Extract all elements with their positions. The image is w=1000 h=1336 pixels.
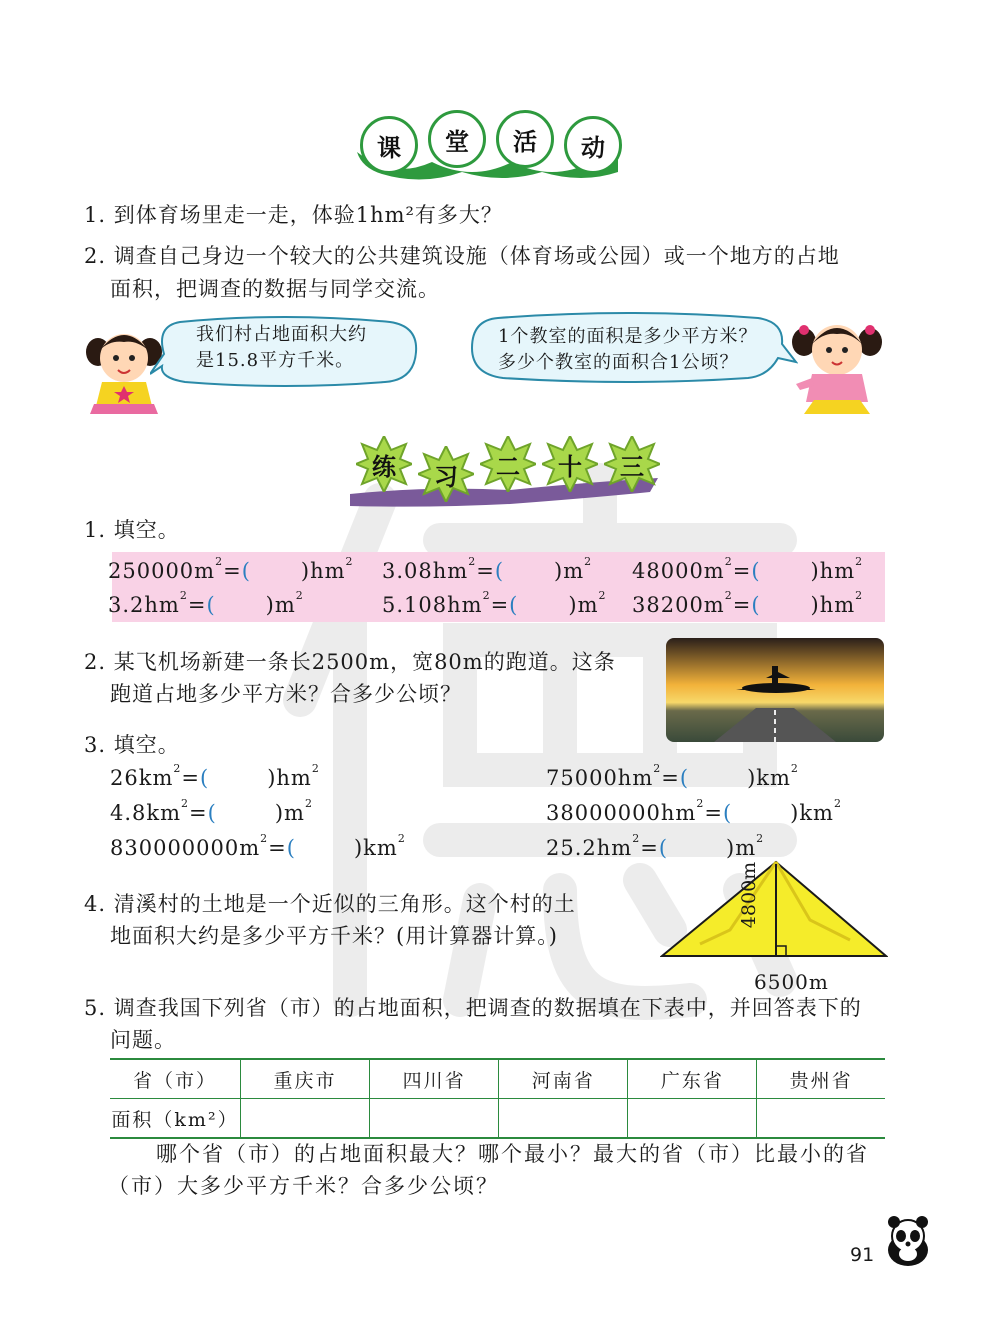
triangle-village-diagram (660, 860, 888, 960)
q3-blank-5: $38000000hm^2=$( )$km^2$ (546, 797, 842, 825)
girl-illustration-right (790, 314, 885, 419)
q1-blank-3: $48000m^2=$( )$hm^2$ (632, 555, 864, 583)
header-star: 三 (604, 436, 660, 492)
table-empty-cell[interactable] (628, 1099, 757, 1138)
table-header-cell: 河南省 (499, 1060, 628, 1099)
header-star: 练 (356, 436, 412, 492)
table-empty-cell[interactable] (757, 1099, 885, 1138)
q5-line1: 5. 调查我国下列省（市）的占地面积，把调查的数据填在下表中，并回答表下的 (84, 996, 862, 1020)
q3-blank-6: $25.2hm^2=$( )$m^2$ (546, 832, 765, 860)
activity-item-2-line2: 面积，把调查的数据与同学交流。 (110, 277, 440, 301)
table-header-cell: 贵州省 (757, 1060, 885, 1099)
page-number: 91 (850, 1244, 875, 1266)
q1-blank-1: $250000m^2=$( )$hm^2$ (108, 555, 354, 583)
q5-follow-line2: （市）大多少平方千米？合多少公顷？ (108, 1174, 499, 1198)
table-header-cell: 广东省 (628, 1060, 757, 1099)
q2-line2: 跑道占地多少平方米？合多少公顷？ (110, 682, 462, 706)
q4-line2: 地面积大约是多少平方千米？(用计算器计算。) (110, 924, 558, 948)
table-header-row (110, 1060, 885, 1099)
table-header-cell: 四川省 (370, 1060, 499, 1099)
table-row-label: 面积（km²） (111, 1108, 239, 1131)
table-empty-cell[interactable] (241, 1099, 370, 1138)
header-badge: 动 (564, 116, 622, 174)
header-badge: 堂 (428, 110, 486, 168)
triangle-base-label: 6500m (754, 970, 829, 994)
activity-item-1: 1. 到体育场里走一走，体验1hm²有多大？ (84, 203, 503, 227)
q3-blank-1: $26km^2=$( )$hm^2$ (110, 762, 320, 790)
table-header-cell: 重庆市 (241, 1060, 370, 1099)
airplane-runway-photo (666, 638, 884, 742)
q1-blank-5: $5.108hm^2=$( )$m^2$ (382, 589, 607, 617)
header-star: 习 (418, 446, 474, 502)
province-area-table (110, 1058, 885, 1139)
header-badge: 课 (360, 116, 418, 174)
q1-blank-4: $3.2hm^2=$( )$m^2$ (108, 589, 304, 617)
table-empty-cell[interactable] (370, 1099, 499, 1138)
bubble-right-line2: 多少个教室的面积合1公顷？ (498, 352, 739, 373)
exercise-header (350, 432, 670, 512)
q5-line2: 问题。 (110, 1028, 176, 1052)
q3-title: 3. 填空。 (84, 733, 180, 757)
q3-blank-4: $75000hm^2=$( )$km^2$ (546, 762, 799, 790)
bubble-left-line2: 是15.8平方千米。 (196, 350, 355, 371)
table-empty-cell[interactable] (499, 1099, 628, 1138)
activity-header (352, 112, 622, 184)
bubble-right-line1: 1个教室的面积是多少平方米？ (498, 326, 758, 347)
q3-blank-2: $4.8km^2=$( )$m^2$ (110, 797, 313, 825)
q4-line1: 4. 清溪村的土地是一个近似的三角形。这个村的土 (84, 892, 576, 916)
q5-follow-line1: 哪个省（市）的占地面积最大？哪个最小？最大的省（市）比最小的省 (156, 1142, 869, 1166)
q1-blank-2: $3.08hm^2=$( )$m^2$ (382, 555, 593, 583)
panda-icon (880, 1214, 936, 1268)
bubble-left-line1: 我们村占地面积大约 (196, 324, 367, 345)
header-star: 十 (542, 436, 598, 492)
q1-title: 1. 填空。 (84, 518, 180, 542)
activity-item-2-line1: 2. 调查自己身边一个较大的公共建筑设施（体育场或公园）或一个地方的占地 (84, 244, 840, 268)
q1-blank-6: $38200m^2=$( )$hm^2$ (632, 589, 864, 617)
header-star: 二 (480, 436, 536, 492)
q3-blank-3: $830000000m^2=$( )$km^2$ (110, 832, 406, 860)
header-badge: 活 (496, 110, 554, 168)
table-area-row (110, 1099, 885, 1138)
q2-line1: 2. 某飞机场新建一条长2500m，宽80m的跑道。这条 (84, 650, 616, 674)
triangle-height-label: 4800m (738, 861, 760, 929)
table-header-cell: 省（市） (132, 1069, 217, 1092)
